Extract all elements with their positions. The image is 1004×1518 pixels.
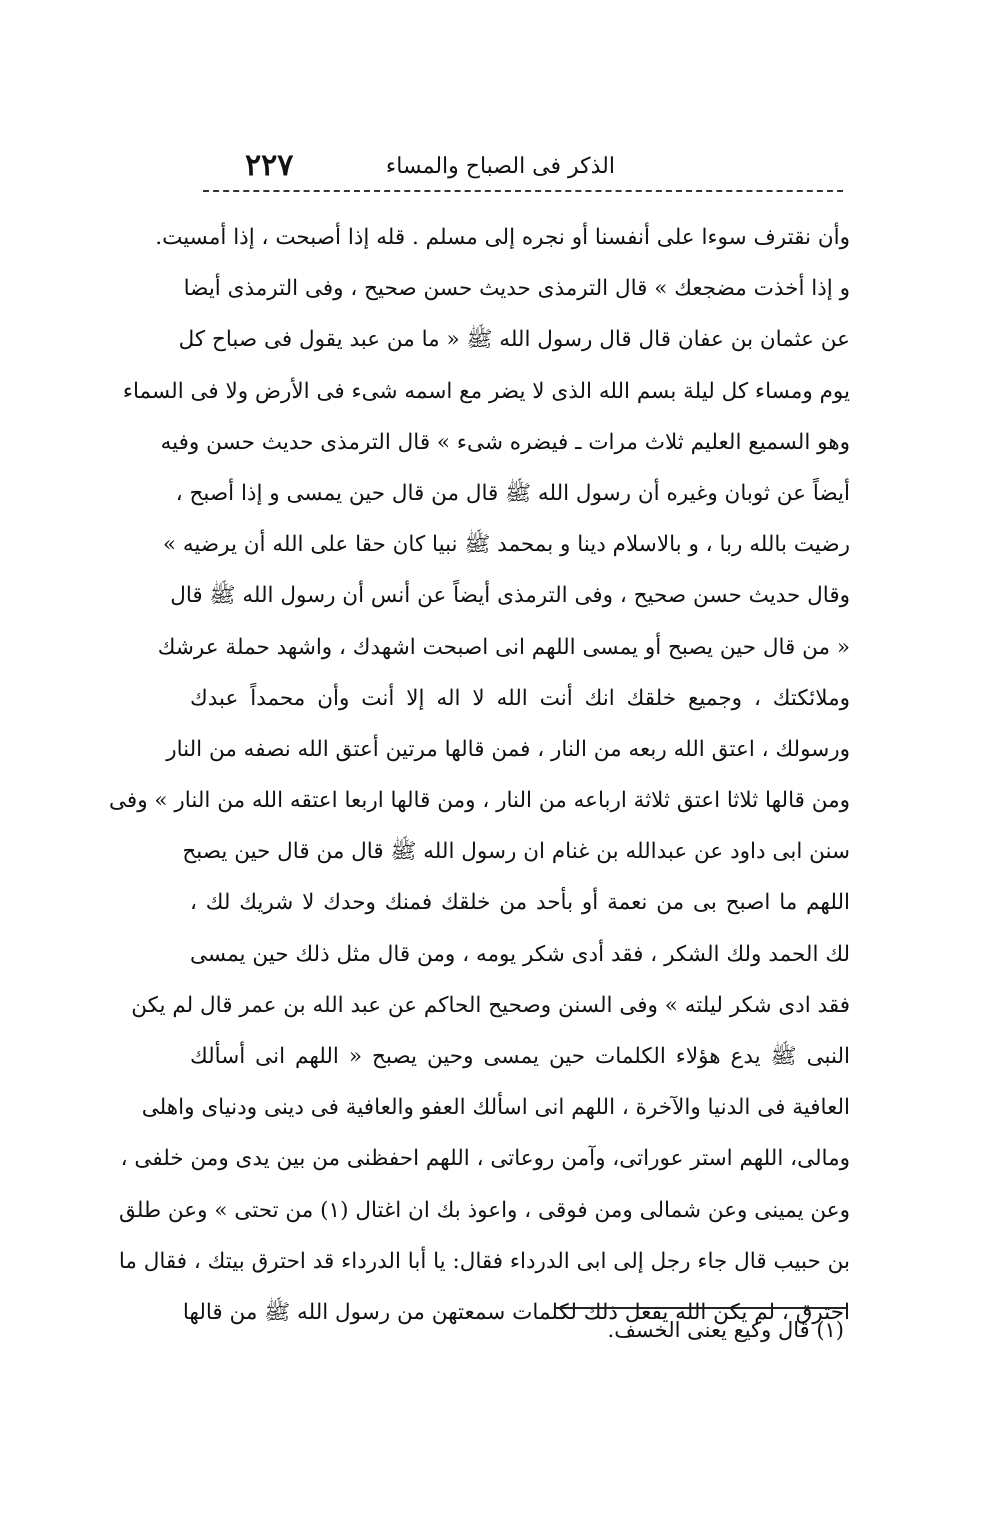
text-line: ومن قالها ثلاثا اعتق ثلاثة ارباعه من النار ، ومن قالها اربعا اعتقه الله من النار » وفى	[109, 788, 850, 814]
header-divider	[203, 190, 843, 192]
text-line: النبى ﷺ يدع هؤلاء الكلمات حين يمسى وحين يصبح « اللهم انى أسألك	[190, 1044, 850, 1069]
text-line: « من قال حين يصبح أو يمسى اللهم انى اصبحت اشهدك ، واشهد حملة عرشك	[157, 634, 850, 660]
footnote-divider	[555, 1307, 847, 1309]
text-line: ورسولك ، اعتق الله ربعه من النار ، فمن قالها مرتين أعتق الله نصفه من النار	[166, 736, 850, 762]
text-line: عن عثمان بن عفان قال قال رسول الله ﷺ « ما من عبد يقول فى صباح كل	[178, 327, 850, 353]
text-line: لك الحمد ولك الشكر ، فقد أدى شكر يومه ، ومن قال مثل ذلك حين يمسى	[190, 941, 850, 967]
page-header	[205, 148, 845, 188]
text-line: بن حبيب قال جاء رجل إلى ابى الدرداء فقال: يا أبا الدرداء قد احترق بيتك ، فقال ما	[118, 1248, 850, 1274]
text-line: احترق ، لم يكن الله يفعل ذلك لكلمات سمعتهن من رسول الله ﷺ من قالها	[182, 1299, 850, 1325]
text-line: وقال حديث حسن صحيح ، وفى الترمذى أيضاً عن أنس أن رسول الله ﷺ قال	[170, 583, 850, 609]
text-line: وعن يمينى وعن شمالى ومن فوقى ، واعوذ بك ان اغتال (١) من تحتى » وعن طلق	[118, 1197, 850, 1223]
text-line: و إذا أخذت مضجعك » قال الترمذى حديث حسن صحيح ، وفى الترمذى أيضا	[183, 276, 850, 302]
text-line: اللهم ما اصبح بى من نعمة أو بأحد من خلقك فمنك وحدك لا شريك لك ،	[190, 890, 850, 916]
text-line: سنن ابى داود عن عبدالله بن غنام ان رسول الله ﷺ قال من قال حين يصبح	[182, 839, 850, 865]
page-number: ٢٢٧	[245, 148, 294, 183]
text-line: أيضاً عن ثوبان وغيره أن رسول الله ﷺ قال من قال حين يمسى و إذا أصبح ،	[175, 480, 850, 506]
running-title: الذكر فى الصباح والمساء	[385, 154, 615, 179]
text-line: العافية فى الدنيا والآخرة ، اللهم انى اسألك العفو والعافية فى دينى ودنياى واهلى	[141, 1095, 850, 1121]
text-line: فقد ادى شكر ليلته » وفى السنن وصحيح الحاكم عن عبد الله بن عمر قال لم يكن	[131, 992, 850, 1018]
footnote: (١) قال وكيع يعنى الخسف.	[607, 1318, 844, 1342]
text-line: وملائكتك ، وجميع خلقك انك أنت الله لا اله إلا أنت وأن محمداً عبدك	[190, 685, 850, 711]
body-text	[109, 212, 850, 1338]
text-line: رضيت بالله ربا ، و بالاسلام دينا و بمحمد ﷺ نبيا كان حقا على الله أن يرضيه »	[162, 532, 850, 558]
text-line: وهو السميع العليم ثلاث مرات ـ فيضره شىء » قال الترمذى حديث حسن وفيه	[160, 429, 850, 455]
text-line: وأن نقترف سوءا على أنفسنا أو نجره إلى مسلم . قله إذا أصبحت ، إذا أمسيت.	[155, 225, 850, 250]
text-line: ومالى، اللهم استر عوراتى، وآمن روعاتى ، اللهم احفظنى من بين يدى ومن خلفى ،	[120, 1146, 850, 1172]
text-line: يوم ومساء كل ليلة بسم الله الذى لا يضر مع اسمه شىء فى الأرض ولا فى السماء	[122, 378, 850, 404]
